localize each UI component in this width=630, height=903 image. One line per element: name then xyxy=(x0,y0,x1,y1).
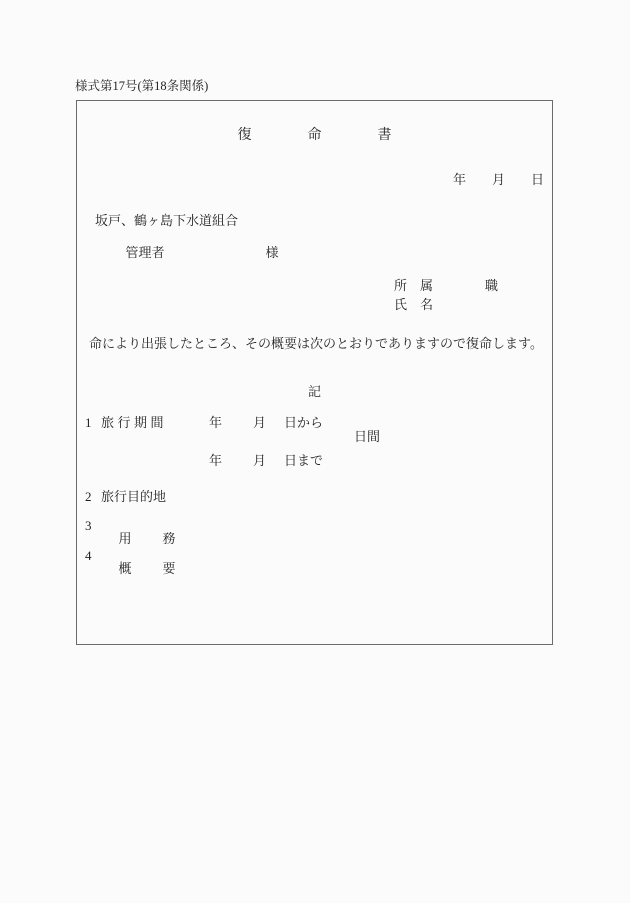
addressee-honorific: 様 xyxy=(265,245,279,260)
addressee-organization: 坂戸、鶴ヶ島下水道組合 xyxy=(95,213,239,228)
form-number-label: 様式第17号(第18条関係) xyxy=(75,79,209,93)
item4-label-part2: 要 xyxy=(162,561,176,576)
date-line: 年 月 日 xyxy=(453,172,545,187)
title-char-1: 復 xyxy=(237,128,252,143)
title-char-3: 書 xyxy=(377,128,392,143)
reporter-affiliation-line: 所 属 職 xyxy=(394,278,499,293)
item1-number: 1 xyxy=(85,415,92,430)
document-title xyxy=(77,129,552,143)
record-marker: 記 xyxy=(307,384,321,399)
title-char-2: 命 xyxy=(307,128,322,143)
body-text: 命により出張したところ、その概要は次のとおりでありますので復命します。 xyxy=(89,336,543,351)
item4-label xyxy=(99,549,176,588)
reporter-name-line: 氏 名 xyxy=(394,297,434,312)
item4-label-part1: 概 xyxy=(118,561,132,576)
item2-number: 2 xyxy=(85,489,92,504)
addressee-role: 管理者 xyxy=(125,245,165,260)
item1-label: 旅行期間 xyxy=(101,415,168,430)
item1-to-year: 年 xyxy=(209,453,223,468)
item3-label-part2: 務 xyxy=(162,531,176,546)
form-border-box xyxy=(76,100,553,645)
item2-label: 旅行目的地 xyxy=(101,489,167,504)
item3-number: 3 xyxy=(85,518,92,533)
item1-to-month: 月 xyxy=(253,453,267,468)
item3-label-part1: 用 xyxy=(118,531,132,546)
addressee-role-line xyxy=(106,233,279,272)
item1-to-day: 日まで xyxy=(284,453,324,468)
item1-duration: 日間 xyxy=(354,429,381,444)
item4-number: 4 xyxy=(85,548,92,563)
item1-from-year: 年 xyxy=(209,415,223,430)
item1-from-day: 日から xyxy=(284,415,324,430)
item1-from-month: 月 xyxy=(253,415,267,430)
